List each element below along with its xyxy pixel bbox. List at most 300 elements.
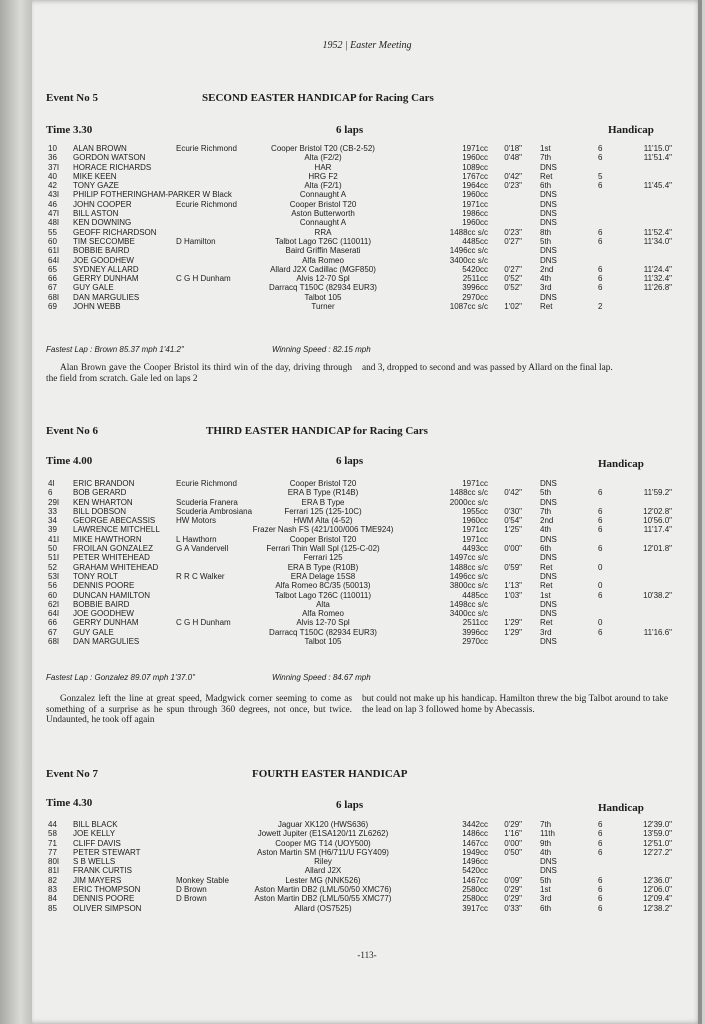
event-6-handicap-label: Handicap <box>598 458 644 470</box>
laps-completed: 6 <box>598 820 603 829</box>
handicap-start: 0'23" <box>504 227 522 237</box>
car: Riley <box>314 857 332 867</box>
table-row <box>32 293 702 302</box>
car: Jaguar XK120 (HWS636) <box>277 820 369 829</box>
finishing-position: 3rd <box>540 627 552 637</box>
handicap-start: 0'52" <box>504 274 522 284</box>
entry-number: 85 <box>48 903 57 913</box>
driver-name: JOE KELLY <box>73 829 116 839</box>
handicap-start: 0'59" <box>504 562 522 572</box>
car: HRG F2 <box>308 171 338 181</box>
driver-name: GERRY DUNHAM <box>73 618 139 628</box>
table-row <box>32 209 702 218</box>
driver-name: JOE GOODHEW <box>73 255 134 265</box>
handicap-start: 1'16" <box>504 829 522 839</box>
table-row <box>32 144 702 153</box>
finishing-position: 6th <box>540 181 552 191</box>
car: Aston Martin SM (H6/711/U FGY409) <box>257 847 389 857</box>
finishing-position: 3rd <box>540 283 552 293</box>
engine-capacity: 2511cc <box>462 618 488 628</box>
entry-number: 40 <box>48 171 57 181</box>
driver-name: CLIFF DAVIS <box>73 838 121 848</box>
engine-capacity: 2511cc <box>462 274 488 284</box>
car: Jowett Jupiter (E1SA120/11 ZL6262) <box>257 829 389 839</box>
entry-number: 51I <box>48 553 60 563</box>
engine-capacity: 1971cc <box>462 199 488 209</box>
car: Lester MG (NNK526) <box>285 875 361 885</box>
table-row <box>32 228 702 237</box>
entry-number: 52 <box>48 562 57 572</box>
car: Darracq T150C (82934 EUR3) <box>269 283 377 293</box>
engine-capacity: 1467cc <box>462 838 488 848</box>
entry-number: 50 <box>48 544 57 554</box>
table-row <box>32 163 702 172</box>
race-time: 11'51.4" <box>643 153 672 163</box>
engine-capacity: 1971cc <box>462 534 488 544</box>
driver-name: DENNIS POORE <box>73 581 135 591</box>
entry-number: 83 <box>48 885 57 895</box>
finishing-position: DNS <box>540 199 557 209</box>
finishing-position: DNS <box>540 609 557 619</box>
table-row <box>32 876 702 885</box>
handicap-start: 1'29" <box>504 618 522 628</box>
entry-number: 84 <box>48 894 57 904</box>
engine-capacity: 3917cc <box>462 903 488 913</box>
page-number: -113- <box>357 950 377 960</box>
table-row <box>32 507 702 516</box>
finishing-position: 7th <box>540 153 552 163</box>
laps-completed: 6 <box>598 516 603 526</box>
handicap-start: 0'09" <box>504 875 522 885</box>
entry-number: 41I <box>48 534 60 544</box>
finishing-position: DNS <box>540 571 557 581</box>
table-row <box>32 829 702 838</box>
table-row <box>32 535 702 544</box>
table-row <box>32 498 702 507</box>
handicap-start: 0'42" <box>504 171 522 181</box>
finishing-position: Ret <box>540 581 553 591</box>
entry-number: 77 <box>48 847 57 857</box>
event-7-title: FOURTH EASTER HANDICAP <box>252 768 408 780</box>
book-page <box>32 0 702 1024</box>
table-row <box>32 525 702 534</box>
entry-number: 55 <box>48 227 57 237</box>
running-header: 1952 | Easter Meeting <box>322 40 412 51</box>
handicap-start: 0'29" <box>504 820 522 829</box>
driver-name: GUY GALE <box>73 283 114 293</box>
driver-name: JIM MAYERS <box>73 875 122 885</box>
entry-number: 60 <box>48 590 57 600</box>
event-6-laps: 6 laps <box>336 455 364 467</box>
entry-number: 60 <box>48 236 57 246</box>
entrant: D Brown <box>176 894 207 904</box>
driver-name: TIM SECCOMBE <box>73 236 135 246</box>
driver-name: HORACE RICHARDS <box>73 162 152 172</box>
entrant: Monkey Stable <box>176 875 229 885</box>
table-row <box>32 866 702 875</box>
car: Alvis 12-70 Spl <box>296 274 350 284</box>
event-5-time: Time 3.30 <box>46 124 93 136</box>
race-time: 12'51.0" <box>643 838 672 848</box>
engine-capacity: 3442cc <box>462 820 488 829</box>
entry-number: 67 <box>48 283 57 293</box>
entry-number: 82 <box>48 875 57 885</box>
driver-name: JOE GOODHEW <box>73 609 134 619</box>
entry-number: 66 <box>48 274 57 284</box>
race-time: 11'45.4" <box>643 181 672 191</box>
race-time: 10'38.2" <box>643 590 672 600</box>
entrant: L Hawthorn <box>176 534 217 544</box>
engine-capacity: 4485cc <box>462 590 488 600</box>
entrant: C G H Dunham <box>176 618 231 628</box>
finishing-position: DNS <box>540 479 557 488</box>
driver-name: TONY GAZE <box>73 181 119 191</box>
entry-number: 71 <box>48 838 57 848</box>
finishing-position: 9th <box>540 838 552 848</box>
driver-name: PETER WHITEHEAD <box>73 553 150 563</box>
entry-number: 53I <box>48 571 60 581</box>
event-5-laps: 6 laps <box>336 124 364 136</box>
event-6-number: Event No 6 <box>46 425 98 437</box>
handicap-start: 1'29" <box>504 627 522 637</box>
table-row <box>32 563 702 572</box>
handicap-start: 0'23" <box>504 181 522 191</box>
car: Cooper Bristol T20 <box>289 479 357 488</box>
table-row <box>32 283 702 292</box>
driver-name: GORDON WATSON <box>73 153 146 163</box>
laps-completed: 6 <box>598 264 603 274</box>
engine-capacity: 2580cc <box>462 885 488 895</box>
table-row <box>32 256 702 265</box>
entry-number: 37I <box>48 162 60 172</box>
laps-completed: 6 <box>598 488 603 498</box>
finishing-position: DNS <box>540 255 557 265</box>
race-time: 11'17.4" <box>643 525 672 535</box>
entry-number: 34 <box>48 516 57 526</box>
event-7-time: Time 4.30 <box>46 797 93 809</box>
finishing-position: 5th <box>540 875 552 885</box>
table-row <box>32 181 702 190</box>
laps-completed: 6 <box>598 627 603 637</box>
handicap-start: 0'00" <box>504 838 522 848</box>
car: ERA Delage 15S8 <box>290 571 356 581</box>
engine-capacity: 1089cc <box>462 162 488 172</box>
event-6-fastest-lap: Fastest Lap : Gonzalez 89.07 mph 1'37.0" <box>46 673 195 682</box>
engine-capacity: 1955cc <box>462 506 488 516</box>
handicap-start: 0'27" <box>504 264 522 274</box>
engine-capacity: 3400cc s/c <box>449 255 488 265</box>
event-6-time: Time 4.00 <box>46 455 93 467</box>
finishing-position: 4th <box>540 847 552 857</box>
engine-capacity: 3800cc s/c <box>449 581 488 591</box>
laps-completed: 0 <box>598 618 603 628</box>
entry-number: 33 <box>48 506 57 516</box>
engine-capacity: 5420cc <box>462 866 488 876</box>
driver-name: S B WELLS <box>73 857 116 867</box>
race-time: 12'09.4" <box>643 894 672 904</box>
car: Allard J2X Cadillac (MGF850) <box>270 264 376 274</box>
laps-completed: 6 <box>598 153 603 163</box>
finishing-position: DNS <box>540 209 557 219</box>
table-row <box>32 885 702 894</box>
engine-capacity: 2970cc <box>462 292 488 302</box>
entry-number: 42 <box>48 181 57 191</box>
car: Talbot Lago T26C (110011) <box>274 590 372 600</box>
table-row <box>32 479 702 488</box>
driver-name: KEN WHARTON <box>73 497 133 507</box>
car: Ferrari 125 <box>303 553 343 563</box>
car: Baird Griffin Maserati <box>285 246 361 256</box>
driver-name: BOB GERARD <box>73 488 127 498</box>
laps-completed: 6 <box>598 181 603 191</box>
entry-number: 29I <box>48 497 60 507</box>
entrant: Ecurie Richmond <box>176 479 237 488</box>
event-7-number: Event No 7 <box>46 768 98 780</box>
engine-capacity: 1964cc <box>462 181 488 191</box>
race-time: 10'56.0" <box>643 516 672 526</box>
table-row <box>32 572 702 581</box>
event-5-report-right: and 3, dropped to second and was passed by Allard on the final lap. <box>362 363 613 373</box>
laps-completed: 6 <box>598 590 603 600</box>
entry-number: 61I <box>48 246 60 256</box>
entry-number: 69 <box>48 302 57 312</box>
driver-name: GERRY DUNHAM <box>73 274 139 284</box>
entry-number: 68I <box>48 637 60 647</box>
car: Connaught A <box>299 218 347 228</box>
car: Allard J2X <box>304 866 342 876</box>
race-time: 13'59.0" <box>643 829 672 839</box>
car: HWM Alta (4-52) <box>293 516 353 526</box>
table-row <box>32 200 702 209</box>
entry-number: 4I <box>48 479 55 488</box>
finishing-position: 6th <box>540 544 552 554</box>
car: Allard (OS7525) <box>294 903 352 913</box>
table-row <box>32 609 702 618</box>
engine-capacity: 5420cc <box>462 264 488 274</box>
finishing-position: 8th <box>540 227 552 237</box>
laps-completed: 6 <box>598 829 603 839</box>
event-6-report-right: but could not make up his handicap. Hamilton threw the big Talbot around to take the lead on lap 3 followed home by Abecassis. <box>362 694 668 715</box>
car: Alfa Romeo 8C/35 (50013) <box>275 581 371 591</box>
event-7-results-table <box>32 820 702 913</box>
car: Aston Butterworth <box>291 209 355 219</box>
entry-number: 80I <box>48 857 60 867</box>
facing-page-edge <box>0 0 34 1024</box>
laps-completed: 5 <box>598 171 603 181</box>
engine-capacity: 1488cc s/c <box>449 227 488 237</box>
table-row <box>32 190 702 199</box>
driver-name: DENNIS POORE <box>73 894 135 904</box>
engine-capacity: 1767cc <box>462 171 488 181</box>
car: Cooper Bristol T20 (CB-2-52) <box>271 144 375 153</box>
table-row <box>32 153 702 162</box>
finishing-position: 4th <box>540 525 552 535</box>
engine-capacity: 1498cc s/c <box>449 599 488 609</box>
entry-number: 58 <box>48 829 57 839</box>
table-row <box>32 618 702 627</box>
finishing-position: DNS <box>540 534 557 544</box>
engine-capacity: 1960cc <box>462 516 488 526</box>
laps-completed: 6 <box>598 506 603 516</box>
car: Alta <box>316 599 330 609</box>
finishing-position: 7th <box>540 820 552 829</box>
race-time: 12'06.0" <box>643 885 672 895</box>
laps-completed: 6 <box>598 875 603 885</box>
entry-number: 68I <box>48 292 60 302</box>
entrant: Scuderia Franera <box>176 497 238 507</box>
handicap-start: 0'52" <box>504 283 522 293</box>
event-5-winning-speed: Winning Speed : 82.15 mph <box>272 345 371 354</box>
race-time: 11'34.0" <box>643 236 672 246</box>
race-time: 11'24.4" <box>643 264 672 274</box>
entry-number: 36 <box>48 153 57 163</box>
driver-name: TONY ROLT <box>73 571 118 581</box>
driver-name: BILL BLACK <box>73 820 118 829</box>
car: ERA B Type <box>301 497 345 507</box>
driver-name: PETER STEWART <box>73 847 141 857</box>
finishing-position: 2nd <box>540 516 554 526</box>
laps-completed: 6 <box>598 144 603 153</box>
table-row <box>32 904 702 913</box>
finishing-position: 4th <box>540 274 552 284</box>
finishing-position: 5th <box>540 236 552 246</box>
laps-completed: 6 <box>598 894 603 904</box>
engine-capacity: 2970cc <box>462 637 488 647</box>
finishing-position: 1st <box>540 885 551 895</box>
car: Turner <box>311 302 335 312</box>
entrant: Ecurie Richmond <box>176 199 237 209</box>
driver-name: BILL ASTON <box>73 209 119 219</box>
finishing-position: 2nd <box>540 264 554 274</box>
engine-capacity: 3400cc s/c <box>449 609 488 619</box>
entry-number: 47I <box>48 209 60 219</box>
event-5-fastest-lap: Fastest Lap : Brown 85.37 mph 1'41.2" <box>46 345 184 354</box>
race-time: 11'15.0" <box>643 144 672 153</box>
driver-name: MIKE KEEN <box>73 171 117 181</box>
car: Cooper Bristol T20 <box>289 534 357 544</box>
driver-name: SYDNEY ALLARD <box>73 264 139 274</box>
event-5-results-table <box>32 144 702 311</box>
laps-completed: 6 <box>598 885 603 895</box>
handicap-start: 1'02" <box>504 302 522 312</box>
finishing-position: DNS <box>540 857 557 867</box>
engine-capacity: 3996cc <box>462 627 488 637</box>
engine-capacity: 1497cc s/c <box>449 553 488 563</box>
race-time: 11'52.4" <box>643 227 672 237</box>
race-time: 11'32.4" <box>643 274 672 284</box>
driver-name: GRAHAM WHITEHEAD <box>73 562 159 572</box>
car: ERA B Type (R14B) <box>287 488 359 498</box>
finishing-position: DNS <box>540 553 557 563</box>
laps-completed: 6 <box>598 236 603 246</box>
finishing-position: 1st <box>540 590 551 600</box>
table-row <box>32 848 702 857</box>
laps-completed: 2 <box>598 302 603 312</box>
entry-number: 67 <box>48 627 57 637</box>
car: Frazer Nash FS (421/100/006 TME924) <box>252 525 394 535</box>
finishing-position: 6th <box>540 903 552 913</box>
event-5-report-left: Alan Brown gave the Cooper Bristol its third win of the day, driving through the field from scratch. Gale led on laps 2 <box>46 363 352 384</box>
driver-name: BOBBIE BAIRD <box>73 599 130 609</box>
handicap-start: 0'48" <box>504 153 522 163</box>
entrant: HW Motors <box>176 516 216 526</box>
finishing-position: DNS <box>540 599 557 609</box>
laps-completed: 6 <box>598 847 603 857</box>
finishing-position: DNS <box>540 218 557 228</box>
entrant: Ecurie Richmond <box>176 144 237 153</box>
finishing-position: DNS <box>540 866 557 876</box>
laps-completed: 0 <box>598 562 603 572</box>
driver-name: GUY GALE <box>73 627 114 637</box>
entry-number: 81I <box>48 866 60 876</box>
driver-name: DAN MARGULIES <box>73 292 140 302</box>
car: Ferrari 125 (125-10C) <box>284 506 362 516</box>
engine-capacity: 1971cc <box>462 479 488 488</box>
entrant: Scuderia Ambrosiana <box>176 506 253 516</box>
event-6-results-table <box>32 479 702 646</box>
engine-capacity: 2580cc <box>462 894 488 904</box>
handicap-start: 0'00" <box>504 544 522 554</box>
finishing-position: 5th <box>540 488 552 498</box>
finishing-position: DNS <box>540 246 557 256</box>
engine-capacity: 1986cc <box>462 209 488 219</box>
entrant: G A Vandervell <box>176 544 229 554</box>
car: ERA B Type (R10B) <box>287 562 359 572</box>
handicap-start: 1'13" <box>504 581 522 591</box>
car: Alfa Romeo <box>302 255 344 265</box>
entry-number: 64I <box>48 255 60 265</box>
entry-number: 48I <box>48 218 60 228</box>
car: Cooper Bristol T20 <box>289 199 357 209</box>
handicap-start: 0'27" <box>504 236 522 246</box>
race-time: 12'27.2" <box>643 847 672 857</box>
entrant: R R C Walker <box>176 571 225 581</box>
entry-number: 44 <box>48 820 57 829</box>
handicap-start: 0'54" <box>504 516 522 526</box>
handicap-start: 1'25" <box>504 525 522 535</box>
table-row <box>32 218 702 227</box>
finishing-position: Ret <box>540 171 553 181</box>
handicap-start: 0'50" <box>504 847 522 857</box>
driver-name: LAWRENCE MITCHELL <box>73 525 160 535</box>
finishing-position: Ret <box>540 562 553 572</box>
engine-capacity: 1488cc s/c <box>449 488 488 498</box>
driver-name: KEN DOWNING <box>73 218 132 228</box>
driver-name: FRANK CURTIS <box>73 866 132 876</box>
race-time: 12'01.8" <box>643 544 672 554</box>
engine-capacity: 1960cc <box>462 190 488 200</box>
driver-name: JOHN COOPER <box>73 199 132 209</box>
race-time: 11'16.6" <box>643 627 672 637</box>
laps-completed: 6 <box>598 227 603 237</box>
table-row <box>32 591 702 600</box>
handicap-start: 0'33" <box>504 903 522 913</box>
table-row <box>32 544 702 553</box>
event-7-handicap-label: Handicap <box>598 802 644 814</box>
entry-number: 65 <box>48 264 57 274</box>
table-row <box>32 302 702 311</box>
entry-number: 39 <box>48 525 57 535</box>
car: Alfa Romeo <box>302 609 344 619</box>
engine-capacity: 1087cc s/c <box>449 302 488 312</box>
table-row <box>32 172 702 181</box>
driver-name: FROILAN GONZALEZ <box>73 544 154 554</box>
driver-name: PHILIP FOTHERINGHAM-PARKER W Black <box>73 190 232 200</box>
engine-capacity: 2000cc s/c <box>449 497 488 507</box>
table-row <box>32 894 702 903</box>
event-7-laps: 6 laps <box>336 799 364 811</box>
table-row <box>32 265 702 274</box>
